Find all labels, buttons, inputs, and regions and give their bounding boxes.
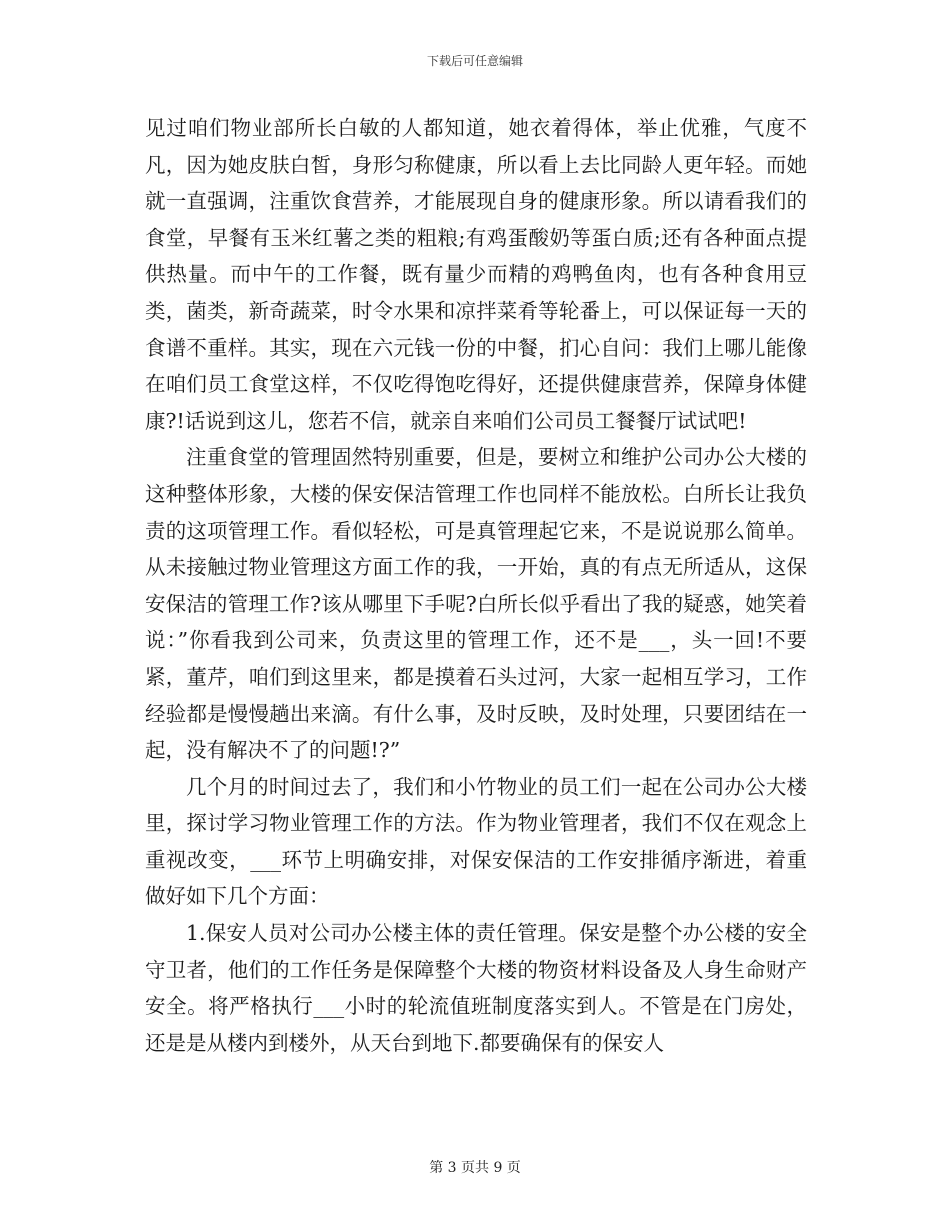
page-number: 第 3 页共 9 页: [429, 1160, 521, 1176]
paragraph-3: 几个月的时间过去了，我们和小竹物业的员工们一起在公司办公大楼里，探讨学习物业管理工作的方法。作为物业管理者，我们不仅在观念上重视改变，___环节上明确安排，对保安保洁的工作安排循序渐进，着重做好如下几个方面：: [145, 774, 807, 909]
paragraph-1: 见过咱们物业部所长白敏的人都知道，她衣着得体，举止优雅，气度不凡，因为她皮肤白皙，身形匀称健康，所以看上去比同龄人更年轻。而她就一直强调，注重饮食营养，才能展现自身的健康形象。所以请看我们的食堂，早餐有玉米红薯之类的粗粮;有鸡蛋酸奶等蛋白质;还有各种面点提供热量。而中午的工作餐，既有量少而精的鸡鸭鱼肉，也有各种食用豆类，菌类，新奇蔬菜，时令水果和凉拌菜肴等轮番上，可以保证每一天的食谱不重样。其实，现在六元钱一份的中餐，扪心自问：我们上哪儿能像在咱们员工食堂这样，不仅吃得饱吃得好，还提供健康营养，保障身体健康?!话说到这儿，您若不信，就亲自来咱们公司员工餐餐厅试试吧!: [145, 116, 807, 433]
paragraph-4: 1.保安人员对公司办公楼主体的责任管理。保安是整个办公楼的安全守卫者，他们的工作任务是保障整个大楼的物资材料设备及人身生命财产安全。将严格执行___小时的轮流值班制度落实到人。不管是在门房处，还是是从楼内到楼外，从天台到地下.都要确保有的保安人: [145, 921, 807, 1055]
document-body: [145, 110, 807, 1061]
page-header: 下载后可任意编辑: [426, 54, 523, 68]
paragraph-2: 注重食堂的管理固然特别重要，但是，要树立和维护公司办公大楼的这种整体形象，大楼的保安保洁管理工作也同样不能放松。白所长让我负责的这项管理工作。看似轻松，可是真管理起它来，不是说说那么简单。从未接触过物业管理这方面工作的我，一开始，真的有点无所适从，这保安保洁的管理工作?该从哪里下手呢?白所长似乎看出了我的疑惑，她笑着说：”你看我到公司来，负责这里的管理工作，还不是___，头一回!不要紧，董芹，咱们到这里来，都是摸着石头过河，大家一起相互学习，工作经验都是慢慢趟出来滴。有什么事，及时反映，及时处理，只要团结在一起，没有解决不了的问题!?”: [145, 445, 807, 763]
